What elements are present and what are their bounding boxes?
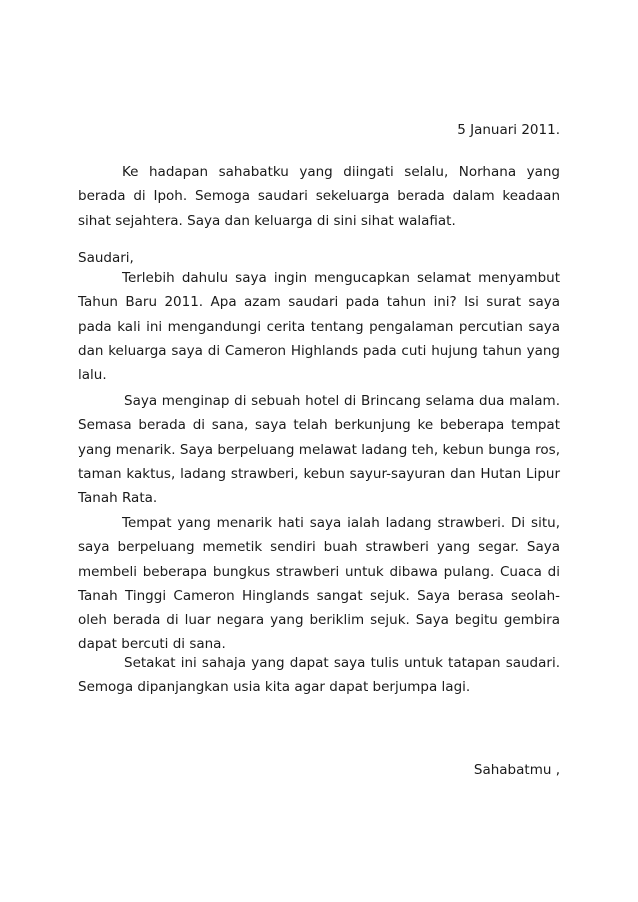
- letter-page: [78, 0, 560, 902]
- letter-date: 5 Januari 2011.: [457, 122, 560, 138]
- paragraph-closing-wish: Setakat ini sahaja yang dapat saya tulis untuk tatapan saudari. Semoga dipanjangkan usia kita agar dapat berjumpa lagi.: [78, 655, 560, 696]
- salutation: Saudari,: [78, 250, 134, 266]
- greeting-paragraph: Ke hadapan sahabatku yang diingati selalu, Norhana yang berada di Ipoh. Semoga saudari sekeluarga berada dalam keadaan sihat sejahtera. Saya dan keluarga di sini sihat walafiat.: [78, 164, 560, 229]
- letter-closing: Sahabatmu ,: [473, 762, 560, 778]
- paragraph-hotel-stay: Saya menginap di sebuah hotel di Brincang selama dua malam. Semasa berada di sana, saya telah berkunjung ke beberapa tempat yang menarik. Saya berpeluang melawat ladang teh, kebun bunga ros, taman kaktus, ladang strawberi, kebun sayur-sayuran dan Hutan Lipur Tanah Rata.: [78, 393, 560, 507]
- paragraph-strawberry-farm: Tempat yang menarik hati saya ialah ladang strawberi. Di situ, saya berpeluang memetik sendiri buah strawberi yang segar. Saya membeli beberapa bungkus strawberi untuk dibawa pulang. Cuaca di Tanah Tinggi Cameron Hinglands sangat sejuk. Saya berasa seolah-oleh berada di luar negara yang beriklim sejuk. Saya begitu gembira dapat bercuti di sana.: [78, 515, 560, 653]
- paragraph-new-year: Terlebih dahulu saya ingin mengucapkan selamat menyambut Tahun Baru 2011. Apa azam saudari pada tahun ini? Isi surat saya pada kali ini mengandungi cerita tentang pengalaman percutian saya dan keluarga saya di Cameron Highlands pada cuti hujung tahun yang lalu.: [78, 270, 560, 384]
